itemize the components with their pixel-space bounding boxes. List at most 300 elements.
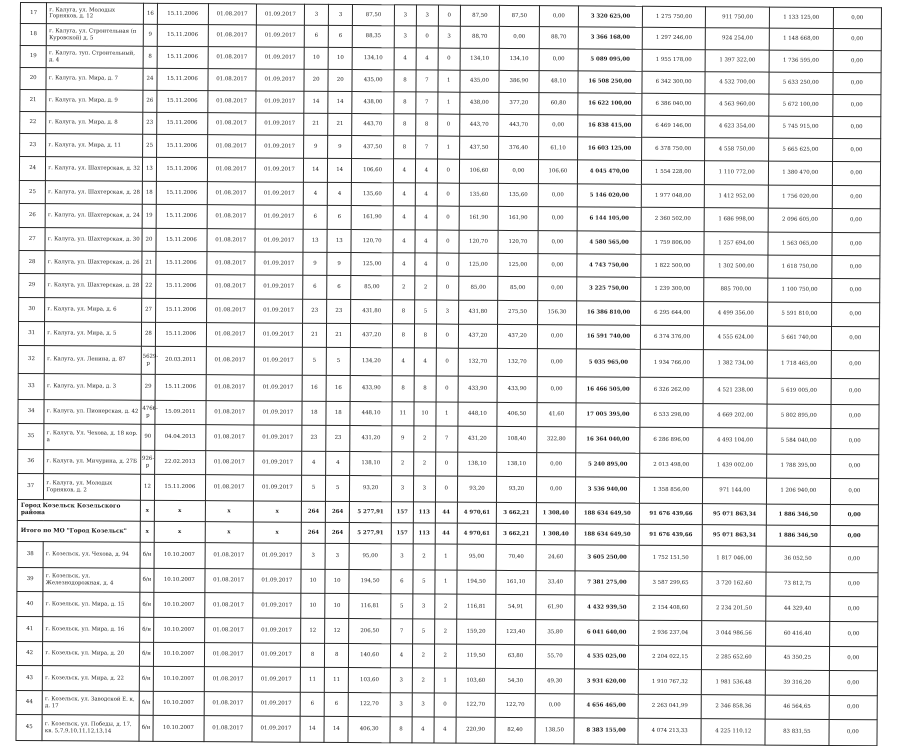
- table-cell: 206,50: [349, 619, 391, 644]
- table-cell: 2: [412, 644, 434, 668]
- table-cell: 443,70: [459, 114, 499, 136]
- table-cell: 2 204 022,15: [638, 645, 702, 669]
- subtotal-cell: 188 634 649,50: [575, 503, 639, 524]
- table-cell: 15.11.2006: [155, 322, 206, 346]
- table-cell: 12: [301, 618, 325, 643]
- table-cell: 120,70: [498, 230, 538, 253]
- table-cell: 85,00: [458, 276, 498, 300]
- table-cell: 0: [436, 276, 458, 300]
- table-cell: 0,00: [833, 72, 882, 94]
- table-cell: 435,00: [352, 70, 394, 92]
- table-cell: 134,10: [460, 48, 500, 70]
- address-cell: г. Калуга, ул. Шахтерская, д. 28: [46, 181, 143, 205]
- table-cell: 7: [416, 92, 438, 114]
- table-cell: 1 817 046,00: [702, 546, 766, 572]
- table-cell: 4 580 565,00: [577, 231, 641, 254]
- table-cell: 885 700,00: [704, 278, 768, 302]
- table-cell: 01.08.2017: [207, 113, 255, 135]
- table-cell: 220,90: [456, 717, 496, 743]
- table-cell: 83 831,55: [765, 719, 829, 745]
- table-cell: 01.08.2017: [204, 692, 252, 716]
- table-cell: 1 412 952,00: [705, 185, 769, 208]
- table-cell: 88,35: [353, 26, 395, 48]
- table-cell: 4: [393, 253, 415, 276]
- table-cell: 0: [435, 476, 457, 502]
- subtotal-cell: x: [205, 522, 253, 543]
- table-cell: 34: [18, 399, 44, 423]
- table-cell: 3: [412, 693, 434, 717]
- table-cell: 25: [142, 134, 156, 157]
- table-cell: 41: [17, 616, 43, 641]
- table-cell: 122,70: [348, 693, 390, 717]
- table-cell: 4 535 025,00: [575, 645, 639, 669]
- subtotal-cell: 264: [325, 501, 349, 522]
- table-cell: 01.08.2017: [204, 716, 252, 742]
- table-cell: 0,00: [831, 255, 880, 278]
- address-cell: г. Калуга, ул. Молодых Горняков, д. 2: [44, 474, 141, 501]
- table-cell: 24: [143, 68, 157, 90]
- address-cell: г. Калуга, туп. Строительный, д. 4: [46, 46, 143, 69]
- subtotal-cell: 44: [435, 502, 457, 523]
- table-cell: 5: [326, 475, 350, 501]
- table-cell: 01.08.2017: [206, 347, 254, 375]
- table-cell: 01.08.2017: [204, 618, 252, 643]
- subtotal-cell: 264: [301, 522, 325, 543]
- table-cell: 01.09.2017: [254, 347, 302, 375]
- table-cell: 2: [434, 619, 456, 644]
- table-cell: 431,80: [351, 300, 393, 324]
- table-cell: 6 144 105,00: [577, 207, 641, 231]
- address-cell: г. Калуга, ул. Мира, д. 8: [46, 112, 143, 135]
- table-cell: 3: [413, 594, 435, 619]
- table-cell: 01.09.2017: [252, 716, 300, 742]
- table-cell: 31: [18, 321, 44, 345]
- table-cell: 448,10: [458, 402, 498, 426]
- table-cell: 8: [394, 70, 416, 92]
- table-cell: 4 074 213,33: [638, 718, 702, 744]
- table-cell: 1: [438, 70, 460, 92]
- table-cell: 01.08.2017: [206, 252, 254, 275]
- address-cell: г. Козельск, ул. Мира, д. 16: [43, 617, 140, 643]
- table-cell: 93,20: [457, 476, 497, 502]
- table-cell: 4 743 750,00: [577, 254, 641, 277]
- address-cell: г. Козельск, ул. Мира, д. 22: [43, 666, 140, 692]
- table-cell: 01.09.2017: [253, 569, 301, 593]
- table-cell: 39: [17, 567, 43, 591]
- table-cell: 7 381 275,00: [575, 571, 639, 595]
- table-cell: 11: [392, 402, 414, 426]
- table-cell: 0,00: [833, 7, 882, 28]
- table-cell: 4: [326, 451, 350, 475]
- table-cell: 45 350,25: [765, 646, 829, 670]
- table-cell: 01.09.2017: [256, 4, 304, 25]
- table-cell: 01.08.2017: [205, 543, 253, 569]
- table-cell: 5 240 895,00: [576, 453, 640, 477]
- table-cell: 01.09.2017: [255, 205, 303, 229]
- subtotal-label: Город Козельск Козельского района: [17, 499, 140, 521]
- subtotal-cell: 113: [413, 523, 435, 544]
- table-cell: 2: [392, 452, 414, 476]
- table-cell: 443,70: [352, 114, 394, 136]
- table-cell: 28: [19, 250, 45, 273]
- address-cell: г. Козельск, ул. Заводской Е. к, д. 17: [42, 691, 139, 716]
- table-cell: 2: [412, 668, 434, 693]
- table-cell: 01.08.2017: [207, 91, 255, 113]
- table-cell: 15.11.2006: [156, 274, 207, 298]
- table-cell: 0,00: [830, 428, 879, 454]
- table-cell: 433,90: [497, 376, 537, 402]
- table-cell: 386,90: [499, 70, 539, 92]
- table-cell: 14: [324, 716, 348, 742]
- table-cell: 15.11.2006: [156, 228, 207, 251]
- table-cell: б/н: [140, 568, 154, 592]
- table-cell: 3: [390, 668, 412, 693]
- table-cell: 2: [435, 594, 457, 619]
- table-cell: 35: [18, 423, 44, 449]
- table-cell: 5: [413, 570, 435, 594]
- table-cell: 3 587 299,65: [639, 571, 703, 595]
- table-cell: 18: [20, 24, 46, 46]
- table-cell: 6: [327, 275, 351, 299]
- table-cell: 0: [437, 159, 459, 183]
- table-cell: 0: [436, 324, 458, 348]
- table-cell: 01.09.2017: [254, 275, 302, 299]
- table-cell: 2: [414, 426, 436, 452]
- table-cell: 0: [438, 48, 460, 70]
- table-cell: 3: [438, 26, 460, 48]
- table-cell: 0,00: [829, 621, 878, 646]
- table-cell: 135,60: [352, 183, 394, 206]
- table-cell: 2 346 858,36: [702, 695, 766, 719]
- table-cell: 33,40: [536, 571, 576, 595]
- table-cell: 14: [303, 158, 327, 182]
- table-cell: 16 364 040,00: [576, 427, 640, 453]
- table-cell: 406,50: [497, 402, 537, 426]
- table-cell: 1 756 020,00: [768, 185, 832, 208]
- table-cell: 20: [304, 69, 328, 91]
- subtotal-cell: 188 634 649,50: [575, 524, 639, 545]
- table-cell: 4 555 624,00: [704, 326, 768, 350]
- table-cell: 16 386 810,00: [577, 301, 641, 325]
- table-cell: 0,00: [538, 254, 578, 277]
- table-cell: 6: [327, 205, 351, 229]
- table-cell: 01.08.2017: [207, 158, 255, 182]
- table-cell: 13: [303, 229, 327, 252]
- table-cell: 10: [325, 593, 349, 618]
- table-cell: 01.09.2017: [252, 643, 300, 667]
- table-cell: 44 329,40: [766, 596, 830, 621]
- table-cell: 4 432 939,50: [575, 595, 639, 620]
- table-cell: 1 380 470,00: [768, 161, 832, 185]
- table-cell: 134,10: [352, 48, 394, 70]
- table-cell: 4: [302, 451, 326, 475]
- table-cell: 2: [413, 452, 435, 476]
- table-cell: 01.08.2017: [205, 401, 253, 425]
- table-cell: 01.08.2017: [206, 375, 254, 401]
- table-cell: 21: [20, 90, 46, 112]
- table-cell: 26: [143, 90, 157, 112]
- table-cell: 134,20: [351, 348, 393, 376]
- table-cell: 132,70: [497, 348, 537, 376]
- table-cell: 194,50: [457, 570, 497, 594]
- table-cell: 0,00: [499, 159, 539, 183]
- address-cell: г. Калуга, ул. Шахтерская, д. 24: [45, 204, 142, 229]
- table-cell: 01.09.2017: [255, 229, 303, 252]
- table-cell: 16 466 505,00: [576, 377, 640, 403]
- table-cell: 134,10: [499, 48, 539, 70]
- table-cell: 2: [434, 644, 456, 668]
- table-cell: 4 045 470,00: [578, 160, 642, 184]
- table-cell: 106,60: [352, 159, 394, 183]
- table-cell: 122,70: [495, 693, 535, 717]
- table-cell: 5 584 040,00: [767, 428, 831, 454]
- table-cell: 4766-р: [141, 400, 155, 424]
- table-cell: 116,81: [456, 594, 496, 619]
- table-cell: 1 439 002,00: [703, 454, 767, 478]
- table-cell: 01.09.2017: [253, 475, 301, 501]
- table-cell: 25: [19, 180, 45, 203]
- table-cell: 6: [303, 275, 327, 299]
- table-cell: 23: [326, 425, 350, 451]
- table-cell: 10: [414, 402, 436, 426]
- table-cell: 0: [437, 230, 459, 253]
- table-cell: 01.09.2017: [255, 252, 303, 275]
- table-cell: 0: [437, 114, 459, 136]
- table-cell: 23: [143, 112, 157, 134]
- table-cell: 0,00: [536, 453, 576, 477]
- table-cell: 0,00: [538, 231, 578, 254]
- table-cell: 13: [142, 157, 156, 181]
- table-cell: 01.09.2017: [256, 47, 304, 69]
- table-cell: 3: [413, 476, 435, 502]
- table-cell: 01.08.2017: [204, 667, 252, 692]
- table-cell: 19: [142, 204, 156, 228]
- address-cell: г. Козельск, ул. Мира, д. 15: [43, 592, 140, 618]
- table-cell: 0: [437, 253, 459, 276]
- table-cell: 4 623 354,00: [705, 116, 769, 138]
- table-cell: 54,30: [495, 668, 535, 693]
- table-cell: 01.08.2017: [205, 475, 253, 501]
- table-cell: 6: [300, 692, 324, 716]
- table-cell: 10.10.2007: [154, 568, 205, 592]
- table-cell: 5 591 810,00: [768, 302, 832, 326]
- table-cell: 161,10: [496, 570, 536, 594]
- table-cell: 90: [141, 424, 155, 450]
- table-cell: 16 591 740,00: [577, 325, 641, 349]
- table-cell: 46 564,65: [765, 695, 829, 719]
- table-cell: 24,60: [536, 545, 576, 571]
- table-cell: 7: [436, 426, 458, 452]
- table-cell: 5: [302, 347, 326, 375]
- table-cell: 4: [415, 230, 437, 253]
- table-cell: 1 718 465,00: [767, 350, 831, 378]
- table-cell: 36: [18, 449, 44, 473]
- table-cell: 15.11.2006: [156, 181, 207, 204]
- table-cell: 0,00: [831, 378, 880, 404]
- table-cell: 85,00: [351, 276, 393, 300]
- table-cell: 5629-р: [141, 346, 155, 374]
- table-cell: 01.08.2017: [208, 25, 256, 47]
- table-cell: 5 672 100,00: [769, 94, 833, 116]
- table-cell: 6: [324, 692, 348, 716]
- table-cell: 23: [302, 425, 326, 451]
- address-cell: г. Калуга, ул. Шахтерская, д. 32: [46, 157, 143, 182]
- table-body: [16, 3, 881, 746]
- table-cell: 3: [304, 4, 328, 25]
- table-cell: 9: [392, 426, 414, 452]
- table-cell: 01.09.2017: [256, 91, 304, 113]
- table-cell: 20: [142, 228, 156, 251]
- scanned-sheet: [15, 2, 881, 746]
- table-cell: 1: [434, 668, 456, 693]
- table-cell: 8: [143, 46, 157, 68]
- table-cell: 443,70: [499, 114, 539, 136]
- subtotal-cell: x: [154, 521, 205, 542]
- table-cell: 8: [325, 643, 349, 667]
- table-cell: 01.08.2017: [208, 47, 256, 69]
- table-cell: 1 358 856,00: [639, 477, 703, 503]
- table-cell: 8: [394, 136, 416, 159]
- subtotal-cell: 157: [391, 523, 413, 544]
- table-cell: 4: [327, 182, 351, 205]
- table-cell: 14: [300, 716, 324, 742]
- table-cell: 29: [141, 374, 155, 400]
- table-cell: 4: [390, 644, 412, 668]
- table-cell: 32: [18, 345, 44, 373]
- table-cell: 01.09.2017: [255, 158, 303, 182]
- table-cell: 1 686 998,00: [705, 208, 769, 232]
- address-cell: г. Калуга, ул. Мира, д. 9: [46, 90, 143, 113]
- table-cell: 15.11.2006: [156, 157, 207, 181]
- table-cell: 0,00: [832, 232, 881, 255]
- table-cell: 9: [328, 135, 352, 158]
- table-cell: 108,40: [497, 426, 537, 452]
- table-cell: 0,00: [538, 207, 578, 231]
- table-cell: 0,00: [832, 138, 881, 161]
- address-cell: г. Калуга, ул. Мичурина, д. 27Б: [44, 450, 141, 475]
- table-cell: 5 089 095,00: [578, 49, 642, 71]
- table-cell: 1 257 694,00: [704, 232, 768, 255]
- table-cell: 6 374 376,00: [640, 325, 704, 349]
- table-cell: 5: [301, 475, 325, 501]
- table-cell: 48,10: [539, 71, 579, 93]
- table-cell: 3: [301, 543, 325, 569]
- table-cell: 3: [391, 476, 413, 502]
- table-cell: 125,00: [351, 253, 393, 276]
- table-row: [16, 714, 877, 745]
- subtotal-cell: 95 071 863,34: [703, 504, 767, 525]
- table-cell: 2: [393, 276, 415, 300]
- table-cell: 6: [303, 205, 327, 229]
- table-cell: 5: [391, 594, 413, 619]
- table-cell: 5 661 740,00: [767, 326, 831, 350]
- table-cell: 1 977 048,00: [641, 184, 705, 207]
- table-cell: 0,00: [537, 349, 577, 377]
- table-cell: 377,20: [499, 92, 539, 114]
- table-cell: 16 508 250,00: [578, 71, 642, 93]
- table-cell: 971 144,00: [703, 478, 767, 504]
- table-cell: 11: [300, 667, 324, 692]
- subtotal-cell: x: [154, 500, 205, 521]
- table-cell: 8: [414, 324, 436, 348]
- table-cell: 01.08.2017: [207, 69, 255, 91]
- table-cell: 1 382 734,00: [704, 350, 768, 378]
- table-cell: 123,40: [496, 619, 536, 644]
- table-cell: 01.09.2017: [252, 667, 300, 692]
- table-cell: 161,90: [351, 206, 393, 230]
- table-cell: 14: [304, 91, 328, 113]
- table-cell: 4: [415, 206, 437, 230]
- table-cell: 21: [302, 323, 326, 347]
- table-cell: 15.11.2006: [157, 68, 208, 90]
- table-cell: 01.08.2017: [207, 205, 255, 229]
- table-cell: 1 788 395,00: [767, 454, 831, 478]
- table-cell: 01.08.2017: [206, 299, 254, 323]
- table-cell: 01.08.2017: [207, 182, 255, 205]
- table-cell: 3: [329, 4, 353, 25]
- table-cell: 10.10.2007: [153, 691, 204, 715]
- table-cell: 138,10: [457, 452, 497, 476]
- subtotal-cell: 91 676 439,66: [639, 524, 703, 545]
- table-cell: 275,50: [498, 300, 538, 324]
- table-cell: 6 041 640,00: [575, 620, 639, 645]
- table-cell: 1 239 300,00: [640, 277, 704, 301]
- table-cell: 8: [392, 300, 414, 324]
- subtotal-cell: 4 970,61: [457, 523, 497, 544]
- table-cell: 10.10.2007: [154, 642, 205, 666]
- table-cell: 431,20: [457, 426, 497, 452]
- subtotal-cell: 1 886 346,50: [766, 525, 830, 546]
- table-cell: 140,60: [349, 644, 391, 668]
- table-cell: 87,50: [500, 5, 540, 26]
- table-cell: 138,10: [497, 452, 537, 476]
- subtotal-cell: 113: [413, 502, 435, 523]
- address-cell: г. Козельск, ул. Мира, д. 20: [43, 642, 140, 667]
- table-cell: 01.08.2017: [206, 323, 254, 347]
- table-cell: 0,00: [832, 185, 881, 208]
- subtotal-cell: 264: [325, 522, 349, 543]
- table-cell: 0,00: [832, 94, 881, 116]
- table-cell: 5 745 915,00: [769, 116, 833, 138]
- table-cell: 95,00: [457, 544, 497, 570]
- table-cell: 8: [394, 114, 416, 136]
- table-cell: 15.11.2006: [157, 24, 208, 46]
- subtotal-cell: 264: [301, 501, 325, 522]
- table-cell: 3: [390, 693, 412, 717]
- table-cell: 24: [19, 157, 45, 181]
- table-cell: 6 386 040,00: [642, 93, 706, 115]
- table-cell: 0,00: [831, 404, 880, 428]
- table-cell: 40: [17, 591, 43, 616]
- table-cell: 1 910 767,32: [638, 669, 702, 694]
- table-cell: б/н: [139, 617, 153, 642]
- table-cell: 39 316,20: [765, 670, 829, 695]
- table-cell: 44: [16, 690, 42, 714]
- table-cell: б/н: [140, 592, 154, 617]
- table-cell: 1 206 940,00: [766, 478, 830, 504]
- table-cell: 0: [438, 5, 460, 26]
- table-cell: 1 554 228,00: [641, 160, 705, 184]
- table-cell: 0,00: [830, 454, 879, 478]
- table-cell: 10: [301, 569, 325, 593]
- address-cell: г. Калуга, ул. Ленина, д. 87: [45, 346, 142, 375]
- table-cell: 15.09.2011: [155, 400, 206, 424]
- subtotal-cell: 95 071 863,34: [703, 525, 767, 546]
- table-cell: 01.08.2017: [204, 569, 252, 593]
- table-cell: 120,70: [351, 230, 393, 253]
- table-cell: 16: [143, 3, 157, 24]
- table-cell: 01.09.2017: [256, 25, 304, 47]
